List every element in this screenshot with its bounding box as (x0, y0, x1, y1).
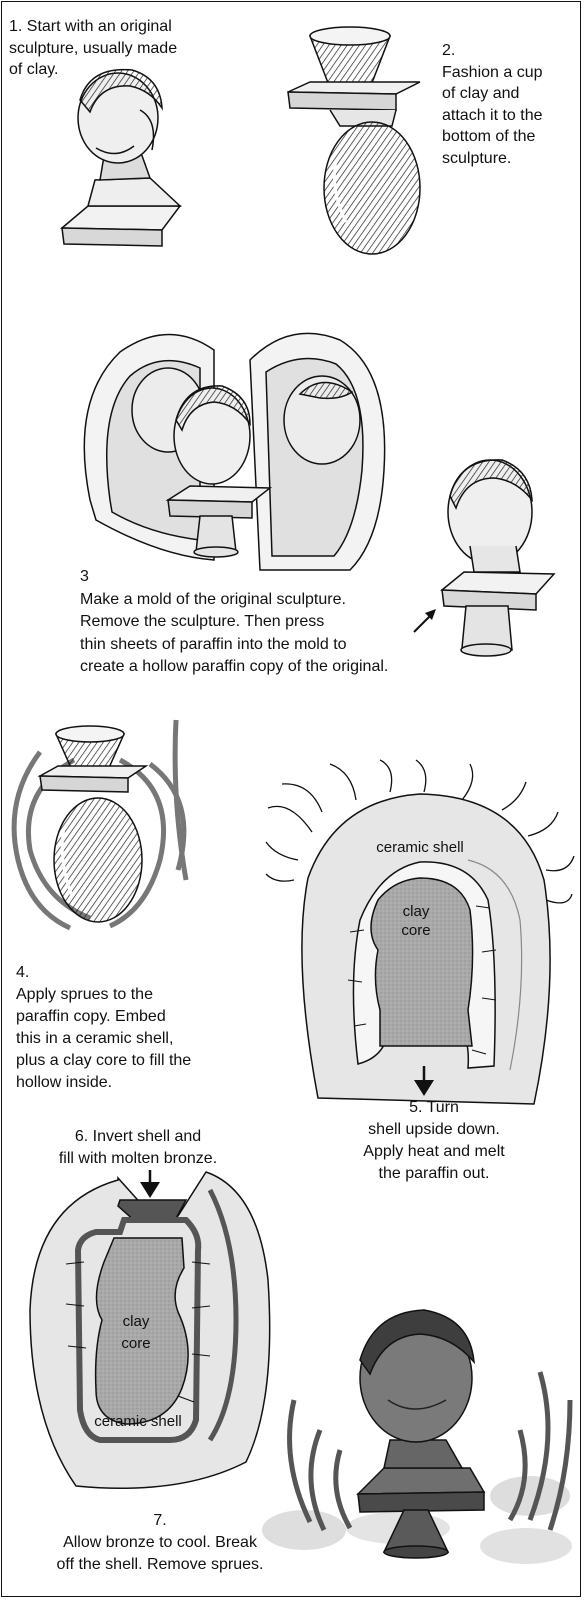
step-4-caption: 4. Apply sprues to the paraffin copy. Embed this in a ceramic shell, plus a clay core to fill the hollow inside. (16, 964, 192, 1091)
step-6-caption: 6. Invert shell and fill with molten bronze. (58, 1128, 218, 1167)
step-1-caption: 1. Start with an original sculpture, usually made of clay. (9, 18, 178, 78)
pointer-arrow-step3 (414, 609, 436, 632)
mold-and-busts (84, 333, 384, 570)
bust-step3-copy (442, 460, 554, 656)
sprued-paraffin-copy (14, 720, 186, 928)
ceramic-shell-label-5: ceramic shell (376, 839, 464, 856)
core-label-5: core (401, 922, 431, 939)
down-arrow-step6 (140, 1170, 160, 1198)
inverted-bust-with-cup (288, 27, 420, 254)
bronze-bust (358, 1310, 484, 1512)
step-3-caption: 3 Make a mold of the original sculpture. Remove the sculpture. Then press thin sheets of paraffin into the mold to create a hollow paraffin copy of the original. (80, 568, 389, 675)
clay-label-6: clay (122, 1313, 150, 1330)
step-5-caption: 5. Turn shell upside down. Apply heat and melt the paraffin out. (363, 1099, 505, 1182)
ceramic-shell-step6 (30, 1172, 270, 1488)
ceramic-shell-label-6: ceramic shell (94, 1413, 182, 1430)
bust-step1 (62, 70, 180, 246)
step-7-caption: 7. Allow bronze to cool. Break off the shell. Remove sprues. (56, 1512, 264, 1573)
core-label-6: core (121, 1335, 151, 1352)
step-2-caption: 2. Fashion a cup of clay and attach it to the bottom of the sculpture. (442, 42, 543, 167)
clay-label-5: clay (402, 903, 430, 920)
